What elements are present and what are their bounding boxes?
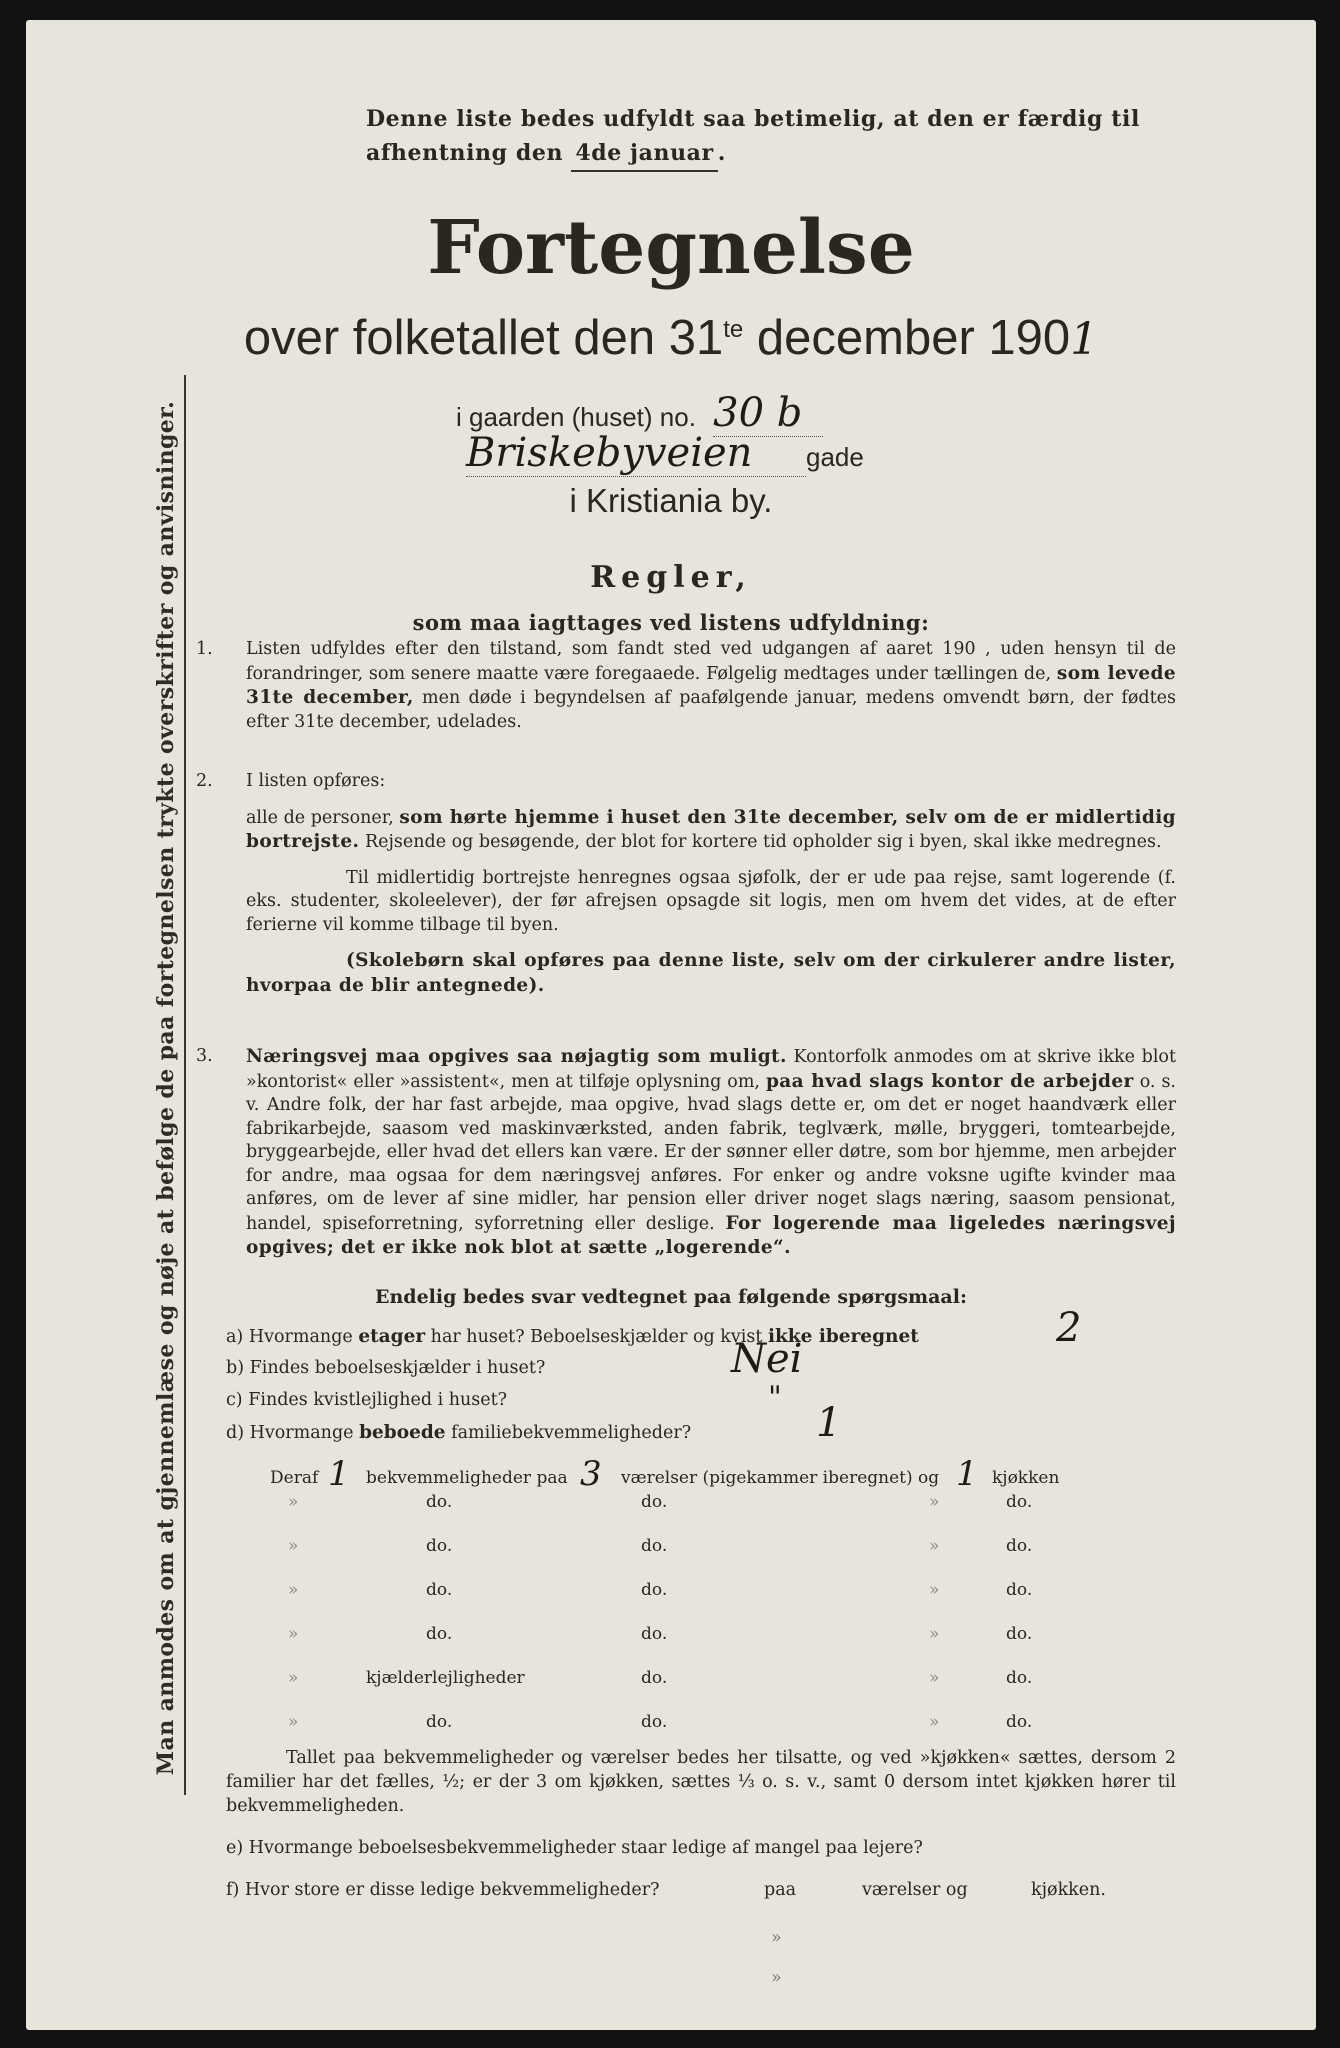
ditto-mark: »: [929, 1536, 940, 1556]
table-row-col3: do.: [1006, 1712, 1033, 1732]
table-row-col2: do.: [641, 1536, 668, 1556]
rule-2-c: Rejsende og besøgende, der blot for kortere tid opholder sig i byen, skal ikke medregnes.: [364, 832, 1162, 852]
ditto-mark: »: [288, 1492, 299, 1512]
answer-d: 1: [816, 1400, 842, 1446]
question-f: [226, 1880, 659, 1900]
rule-3-text: [246, 1045, 1176, 1261]
rule-2-number: 2.: [196, 771, 213, 791]
question-f-text: Hvor store er disse ledige bekvemmeligheder?: [244, 1880, 660, 1900]
question-a-label: a): [226, 1327, 244, 1347]
rule-1-c: men døde i begyndelsen af paafølgende januar, medens omvendt børn, der fødtes efter 31te december, udelades.: [246, 688, 1176, 732]
table-row-col3: do.: [1006, 1580, 1033, 1600]
intro-line-2-suffix: .: [717, 140, 726, 166]
census-form-sheet: [26, 20, 1316, 2030]
intro-line-2-prefix: afhentning den: [366, 140, 564, 166]
table-row-col1: do.: [426, 1624, 453, 1644]
rule-2-p2: Til midlertidig bortrejste henregnes ogsaa sjøfolk, der er ude paa rejse, samt logerende (f. eks. studenter, skoleelever), der før afrejsen opsagde sit logis, men om hvem det vides, at de efter ferierne vil komme tilbage til byen.: [246, 867, 1176, 935]
rule-3-a2: o. s. v. Andre folk, der har fast arbejde, maa opgive, hvad slags dette er, om det er noget haandværk eller fabrikarbejde, saasom ved maskinværksted, anden fabrik, teglværk, mølle, bryggeri, tomtearbejde, bryggearbejde, eller hvad det ellers kan være. Er der sønner eller døtre, som bor hjemme, men arbejder for andre, maa ogsaa for dem næringsvej anføres. For enker og andre voksne ugifte kvinder maa anføres, om de lever af sine midler, har pension eller driver noget slags næring, saasom pensionat, handel, spiseforretning, syforretning eller deslige.: [246, 1071, 1176, 1234]
rule-2-p3-bold: (Skolebørn skal opføres paa denne liste, selv om der cirkulerer andre lister, hvorpaa de blir antegnede).: [246, 950, 1176, 996]
intro-notice: [366, 102, 1176, 172]
ditto-mark: »: [288, 1536, 299, 1556]
questions-heading: Endelig bedes svar vedtegnet paa følgende spørgsmaal:: [375, 1286, 967, 1308]
handwritten-year: 1: [1070, 314, 1099, 365]
table-row-col3: do.: [1006, 1536, 1033, 1556]
rule-3-b2: paa hvad slags kontor de arbejder: [765, 1070, 1134, 1092]
ditto-mark: »: [288, 1668, 299, 1688]
answer-c: ": [768, 1380, 782, 1415]
table-kjokken: kjøkken: [992, 1468, 1060, 1488]
street-line: [466, 430, 864, 477]
question-b-label: b): [226, 1358, 245, 1378]
rule-2-head: I listen opføres:: [246, 771, 386, 791]
ditto-mark: »: [929, 1580, 940, 1600]
ditto-mark: »: [771, 1968, 782, 1988]
pickup-date: 4de januar: [571, 136, 717, 172]
subtitle-sup: te: [723, 316, 744, 343]
rule-1: [196, 638, 1176, 734]
rule-3-a1: Kontorfolk anmodes om at skrive ikke blot »kontorist« eller »assistent«, men at tilføje oplysning om,: [246, 1047, 1176, 1092]
question-f-kjokken: kjøkken.: [1031, 1880, 1106, 1900]
question-f-label: f): [226, 1880, 240, 1900]
city-line: i Kristiania by.: [569, 482, 773, 519]
rules-subtitle: som maa iagttages ved listens udfyldning:: [412, 610, 930, 635]
table-n1: 1: [328, 1454, 350, 1494]
rules-title: Regler,: [590, 560, 752, 595]
table-row-col1: do.: [426, 1492, 453, 1512]
question-a-bold: etager: [358, 1326, 426, 1347]
table-row-col2: do.: [641, 1712, 668, 1732]
table-row-col1: kjælderlejligheder: [366, 1668, 525, 1688]
rule-3: [196, 1045, 1176, 1261]
form-title: Fortegnelse: [427, 205, 915, 291]
table-row-col2: do.: [641, 1624, 668, 1644]
rule-3-b1: Næringsvej maa opgives saa nøjagtig som muligt.: [246, 1046, 787, 1067]
table-row-col1: do.: [426, 1712, 453, 1732]
question-e-label: e): [226, 1838, 244, 1858]
rule-2-p3: [246, 949, 1176, 998]
street-suffix: gade: [806, 442, 864, 472]
question-c-text: Findes kvistlejlighed i huset?: [248, 1390, 508, 1410]
question-a-pre: Hvormange: [248, 1327, 353, 1347]
table-note: Tallet paa bekvemmeligheder og værelser bedes her tilsatte, og ved »kjøkken« sættes, dersom 2 familier har det fælles, ½; er der 3 om kjøkken, sættes ⅓ o. s. v., samt 0 dersom intet kjøkken hører til bekvemmeligheden.: [226, 1748, 1176, 1816]
subtitle-prefix: over folketallet den 31: [243, 311, 724, 365]
question-a-mid: har huset? Beboelseskjælder og kvist: [430, 1327, 763, 1347]
table-row-col3: do.: [1006, 1668, 1033, 1688]
table-row-col2: do.: [641, 1668, 668, 1688]
subtitle-suffix: december 190: [743, 311, 1071, 365]
table-row-col2: do.: [641, 1492, 668, 1512]
question-a-bold2: ikke iberegnet: [767, 1326, 919, 1347]
table-row-col3: do.: [1006, 1492, 1033, 1512]
rule-2-body: [246, 806, 1176, 855]
house-label: i gaarden (huset) no.: [456, 402, 696, 432]
intro-line-2: [366, 136, 1176, 172]
answer-a: 2: [1056, 1305, 1082, 1351]
question-c: [226, 1390, 507, 1410]
rule-3-b3: For logerende maa ligeledes næringsvej opgives; det er ikke nok blot at sætte „logerende“.: [246, 1212, 1176, 1258]
question-a: [226, 1326, 919, 1347]
table-row-col1: do.: [426, 1580, 453, 1600]
table-vaer: værelser (pigekammer iberegnet) og: [621, 1468, 940, 1488]
question-c-label: c): [226, 1390, 243, 1410]
intro-line-1: Denne liste bedes udfyldt saa betimelig, at den er færdig til: [366, 106, 1140, 132]
ditto-mark: »: [288, 1580, 299, 1600]
rule-1-b: som levede 31te december,: [246, 662, 1176, 708]
question-e-text: Hvormange beboelsesbekvemmeligheder staar ledige af mangel paa lejere?: [248, 1838, 923, 1858]
ditto-mark: »: [929, 1624, 940, 1644]
rule-3-number: 3.: [196, 1046, 213, 1066]
rule-1-number: 1.: [196, 639, 213, 659]
sidebar-instruction: Man anmodes om at gjennemlæse og nøje at befølge de paa fortegnelsen trykte overskrifter og anvisninger.: [153, 400, 179, 1776]
answer-b: Nei: [731, 1336, 803, 1382]
question-d: [226, 1422, 691, 1443]
rule-2: [196, 770, 1176, 998]
question-d-pre: Hvormange: [249, 1423, 354, 1443]
question-f-paa: paa: [764, 1880, 797, 1900]
rule-1-text: [246, 638, 1176, 734]
house-number-value: 30 b: [713, 390, 823, 437]
ditto-mark: »: [288, 1712, 299, 1732]
ditto-mark: »: [929, 1668, 940, 1688]
question-d-label: d): [226, 1423, 245, 1443]
table-bekv: bekvemmeligheder paa: [366, 1468, 568, 1488]
table-row-col2: do.: [641, 1580, 668, 1600]
ditto-mark: »: [771, 1928, 782, 1948]
question-e: [226, 1838, 923, 1858]
ditto-mark: »: [288, 1624, 299, 1644]
table-row-col3: do.: [1006, 1624, 1033, 1644]
rule-2-a: alle de personer,: [246, 807, 394, 828]
ditto-mark: »: [929, 1492, 940, 1512]
table-n3: 1: [956, 1454, 978, 1494]
question-d-post: familiebekvemmeligheder?: [451, 1423, 692, 1443]
form-subtitle: [26, 310, 1316, 366]
table-n2: 3: [580, 1454, 602, 1494]
question-b: [226, 1358, 545, 1378]
street-value: Briskebyveien: [466, 430, 806, 477]
question-f-vaerelser: værelser og: [862, 1880, 968, 1900]
question-b-text: Findes beboelseskjælder i huset?: [249, 1358, 546, 1378]
table-row-col1: do.: [426, 1536, 453, 1556]
rule-1-a: Listen udfyldes efter den tilstand, som fandt sted ved udgangen af aaret 190 , uden hensyn til de forandringer, som senere maatte være foregaaede. Følgelig medtages under tællingen de,: [246, 639, 1176, 684]
rule-2-b: som hørte hjemme i huset den 31te december, selv om de er midlertidig bortrejste.: [246, 806, 1176, 852]
question-d-bold: beboede: [359, 1422, 446, 1443]
table-deraf: Deraf: [270, 1468, 319, 1488]
ditto-mark: »: [929, 1712, 940, 1732]
